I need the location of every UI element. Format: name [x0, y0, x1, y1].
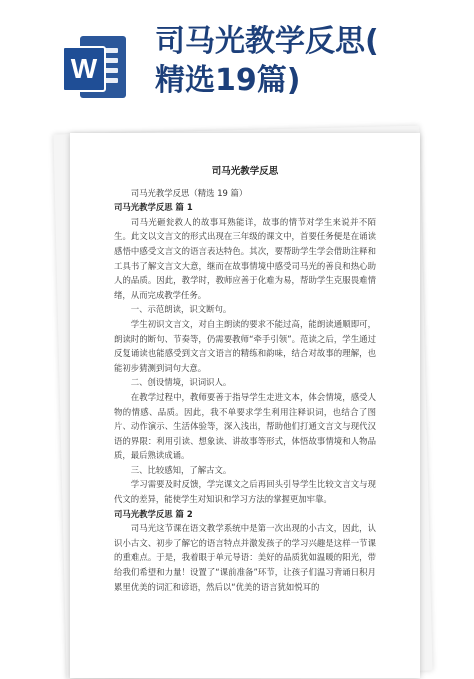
document-page: [70, 133, 420, 678]
paragraph: 二、创设情境，识词识人。: [130, 377, 232, 388]
banner-title: [155, 22, 465, 100]
paragraph: 司马光这节课在语文教学系统中是第一次出现的小古文，因此，认识小古文、初步了解它的语言特点并激发孩子的学习兴趣是这样一节课的重难点。于是，我着眼于单元导语：美好的品质犹如温暖的阳光，带给我们希望和力量！设置了“课前准备”环节，让孩子们温习背诵日积月累里优美的词汇和谚语，然后以“优美的语言犹如悦耳的: [114, 523, 376, 592]
paragraph: 三、比较感知，了解古文。: [130, 464, 232, 475]
section-heading-1: 司马光教学反思 篇 1: [114, 202, 193, 213]
paragraph: 学生初识文言文，对自主朗读的要求不能过高，能朗读通顺即可，朗读时的断句、节奏等，仍需要教师“牵手引领”。范读之后，学生通过反复诵读也能感受到文言文语言的精练和韵味，结合对故事的理解，也能初步猜测到词句大意。: [114, 318, 376, 373]
document-body: [70, 133, 420, 594]
banner-title-line2: 精选19篇): [155, 63, 301, 98]
header-banner: [0, 0, 474, 115]
word-icon: [62, 36, 128, 98]
doc-title: 司马光教学反思: [211, 166, 279, 177]
paragraph: 司马光砸瓮救人的故事耳熟能详，故事的情节对学生来说并不陌生。此文以文言文的形式出现在三年级的课文中，首要任务便是在诵读感悟中感受文言文的语言表达特色。其次，要帮助学生学会借助注释和工具书了解文言文大意，继而在故事情境中感受司马光的善良和热心助人的品质。因此，教学时，教师应善于化难为易，帮助学生克服畏难情绪，从而完成教学任务。: [114, 216, 376, 300]
doc-subtitle: 司马光教学反思（精选 19 篇）: [130, 187, 248, 198]
paragraph: 在教学过程中，教师要善于指导学生走进文本，体会情境，感受人物的情感、品质。因此，我不单要求学生利用注释识词，也结合了图片、动作演示、生活体验等，深入浅出，帮助他们打通文言文与现代汉语的界限：利用引读、想象读、讲故事等形式，体悟故事情境和人物品质，最后熟读成诵。: [114, 391, 376, 461]
section-heading-2: 司马光教学反思 篇 2: [114, 508, 193, 519]
banner-title-line1: 司马光教学反思(: [155, 24, 379, 59]
word-badge: W: [62, 46, 106, 92]
paragraph: 学习需要及时反馈，学完课文之后再回头引导学生比较文言文与现代文的差异，能使学生对知识和学习方法的掌握更加牢靠。: [114, 479, 376, 505]
paragraph: 一、示范朗读，识文断句。: [130, 304, 232, 315]
